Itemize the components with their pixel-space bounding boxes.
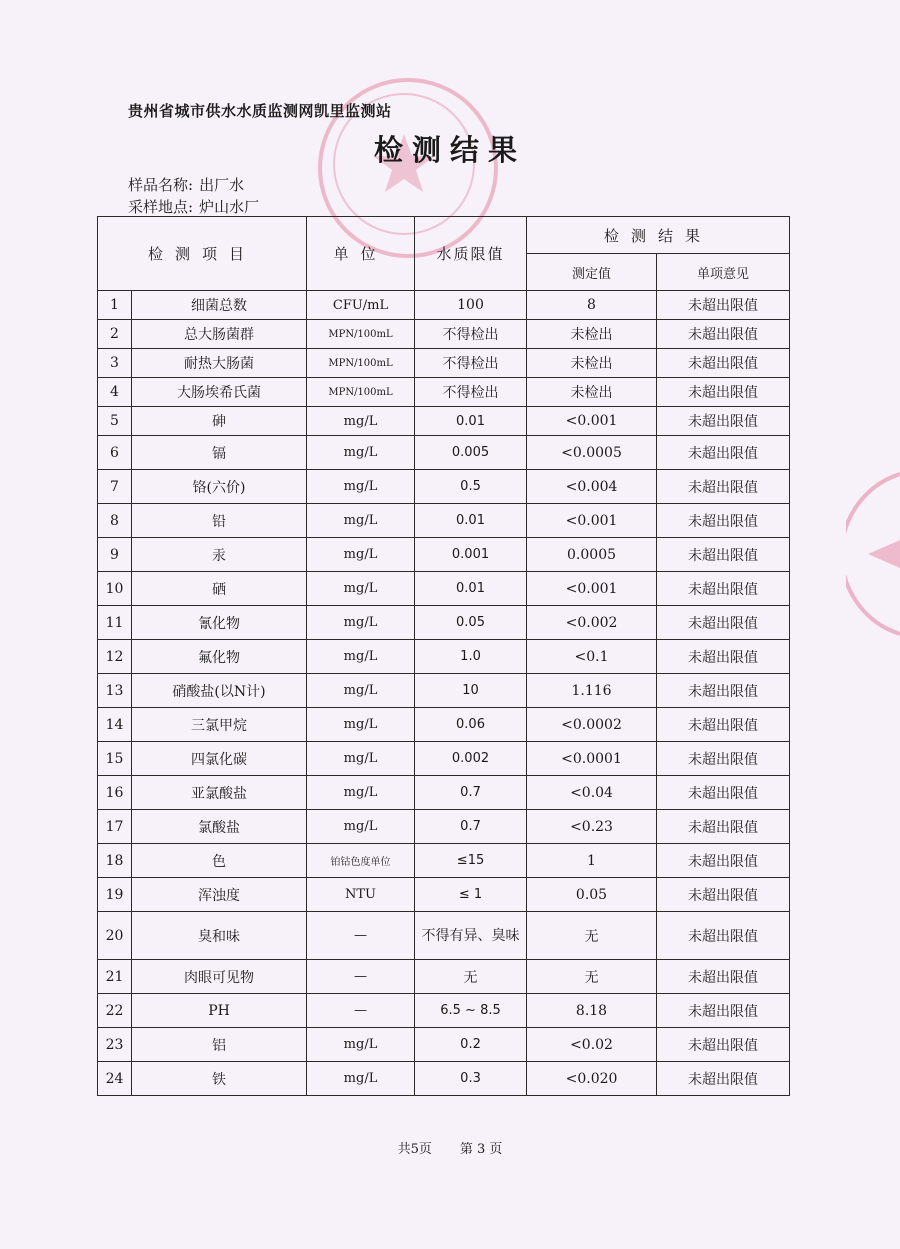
row-opinion: 未超出限值	[657, 436, 790, 470]
row-item: 硒	[132, 572, 307, 606]
page-footer	[0, 1138, 900, 1157]
row-unit: mg/L	[307, 504, 415, 538]
sample-name-value: 出厂水	[199, 176, 245, 194]
row-limit: 不得检出	[415, 320, 527, 349]
row-measured: <0.0002	[527, 708, 657, 742]
header-opinion: 单项意见	[657, 254, 790, 291]
row-unit: mg/L	[307, 538, 415, 572]
row-opinion: 未超出限值	[657, 994, 790, 1028]
table-row	[98, 538, 790, 572]
row-opinion: 未超出限值	[657, 572, 790, 606]
row-number: 14	[98, 708, 132, 742]
table-row	[98, 742, 790, 776]
row-item: 铬(六价)	[132, 470, 307, 504]
row-unit: mg/L	[307, 776, 415, 810]
table-row	[98, 912, 790, 960]
organization-name: 贵州省城市供水水质监测网凯里监测站	[128, 102, 392, 120]
row-measured: <0.002	[527, 606, 657, 640]
side-seal	[846, 470, 900, 638]
row-number: 22	[98, 994, 132, 1028]
table-row	[98, 640, 790, 674]
row-limit: 1.0	[415, 640, 527, 674]
row-limit: 0.01	[415, 504, 527, 538]
row-number: 3	[98, 349, 132, 378]
row-limit: 0.3	[415, 1062, 527, 1096]
row-item: 细菌总数	[132, 291, 307, 320]
row-limit: 0.06	[415, 708, 527, 742]
header-measured: 测定值	[527, 254, 657, 291]
row-limit: 0.7	[415, 810, 527, 844]
sample-name-line	[128, 174, 244, 195]
table-row	[98, 810, 790, 844]
table-row	[98, 470, 790, 504]
row-number: 10	[98, 572, 132, 606]
table-row	[98, 504, 790, 538]
row-item: 色	[132, 844, 307, 878]
row-number: 9	[98, 538, 132, 572]
total-pages: 共5页	[397, 1142, 432, 1157]
row-number: 11	[98, 606, 132, 640]
row-number: 19	[98, 878, 132, 912]
row-unit: CFU/mL	[307, 291, 415, 320]
row-item: PH	[132, 994, 307, 1028]
row-unit: mg/L	[307, 1062, 415, 1096]
table-row	[98, 320, 790, 349]
table-row	[98, 378, 790, 407]
row-item: 汞	[132, 538, 307, 572]
row-limit: 0.7	[415, 776, 527, 810]
row-limit: ≤15	[415, 844, 527, 878]
table-row	[98, 1028, 790, 1062]
row-opinion: 未超出限值	[657, 470, 790, 504]
row-measured: 0.05	[527, 878, 657, 912]
row-opinion: 未超出限值	[657, 1028, 790, 1062]
row-opinion: 未超出限值	[657, 776, 790, 810]
row-opinion: 未超出限值	[657, 378, 790, 407]
header-limit: 水质限值	[415, 217, 527, 291]
row-unit: mg/L	[307, 407, 415, 436]
row-limit: 0.05	[415, 606, 527, 640]
row-number: 23	[98, 1028, 132, 1062]
row-item: 硝酸盐(以N计)	[132, 674, 307, 708]
row-item: 大肠埃希氏菌	[132, 378, 307, 407]
table-row	[98, 349, 790, 378]
row-measured: 1	[527, 844, 657, 878]
row-limit: 0.005	[415, 436, 527, 470]
row-opinion: 未超出限值	[657, 606, 790, 640]
row-limit: 0.5	[415, 470, 527, 504]
row-measured: 未检出	[527, 320, 657, 349]
row-limit: 0.001	[415, 538, 527, 572]
row-opinion: 未超出限值	[657, 708, 790, 742]
row-measured: 无	[527, 960, 657, 994]
row-unit: —	[307, 960, 415, 994]
row-unit: mg/L	[307, 640, 415, 674]
row-measured: <0.020	[527, 1062, 657, 1096]
row-limit: 0.2	[415, 1028, 527, 1062]
row-measured: 无	[527, 912, 657, 960]
row-opinion: 未超出限值	[657, 640, 790, 674]
row-measured: <0.0001	[527, 742, 657, 776]
row-measured: <0.1	[527, 640, 657, 674]
row-opinion: 未超出限值	[657, 742, 790, 776]
row-measured: 8	[527, 291, 657, 320]
row-item: 铁	[132, 1062, 307, 1096]
row-measured: <0.001	[527, 504, 657, 538]
table-row	[98, 407, 790, 436]
row-opinion: 未超出限值	[657, 349, 790, 378]
sampling-location-line	[128, 196, 259, 217]
row-limit: ≤ 1	[415, 878, 527, 912]
table-row	[98, 960, 790, 994]
row-limit: 不得检出	[415, 349, 527, 378]
row-item: 铅	[132, 504, 307, 538]
results-table	[97, 216, 790, 1096]
row-item: 铝	[132, 1028, 307, 1062]
row-item: 氟化物	[132, 640, 307, 674]
row-limit: 0.01	[415, 407, 527, 436]
row-opinion: 未超出限值	[657, 291, 790, 320]
row-measured: <0.04	[527, 776, 657, 810]
row-unit: mg/L	[307, 810, 415, 844]
row-unit: —	[307, 912, 415, 960]
row-opinion: 未超出限值	[657, 878, 790, 912]
row-opinion: 未超出限值	[657, 1062, 790, 1096]
row-item: 砷	[132, 407, 307, 436]
row-limit: 不得有异、臭味	[415, 912, 527, 960]
row-opinion: 未超出限值	[657, 674, 790, 708]
row-item: 氰化物	[132, 606, 307, 640]
table-row	[98, 844, 790, 878]
row-measured: <0.004	[527, 470, 657, 504]
row-measured: 未检出	[527, 349, 657, 378]
row-unit: —	[307, 994, 415, 1028]
row-number: 17	[98, 810, 132, 844]
row-limit: 6.5 ~ 8.5	[415, 994, 527, 1028]
row-number: 20	[98, 912, 132, 960]
row-opinion: 未超出限值	[657, 912, 790, 960]
row-limit: 100	[415, 291, 527, 320]
table-row	[98, 708, 790, 742]
sampling-location-value: 炉山水厂	[199, 198, 260, 216]
row-unit: mg/L	[307, 674, 415, 708]
row-number: 1	[98, 291, 132, 320]
row-opinion: 未超出限值	[657, 960, 790, 994]
row-item: 耐热大肠菌	[132, 349, 307, 378]
row-unit: mg/L	[307, 606, 415, 640]
table-row	[98, 994, 790, 1028]
row-number: 12	[98, 640, 132, 674]
row-unit: NTU	[307, 878, 415, 912]
row-measured: <0.001	[527, 572, 657, 606]
row-opinion: 未超出限值	[657, 407, 790, 436]
row-measured: <0.23	[527, 810, 657, 844]
row-item: 镉	[132, 436, 307, 470]
row-number: 16	[98, 776, 132, 810]
header-results: 检测结果	[527, 217, 790, 254]
row-number: 8	[98, 504, 132, 538]
row-opinion: 未超出限值	[657, 320, 790, 349]
row-number: 2	[98, 320, 132, 349]
row-number: 5	[98, 407, 132, 436]
table-row	[98, 291, 790, 320]
row-opinion: 未超出限值	[657, 538, 790, 572]
row-limit: 无	[415, 960, 527, 994]
row-measured: 8.18	[527, 994, 657, 1028]
header-unit: 单位	[307, 217, 415, 291]
row-unit: MPN/100mL	[307, 349, 415, 378]
current-page: 第 3 页	[459, 1142, 503, 1157]
row-item: 氯酸盐	[132, 810, 307, 844]
table-row	[98, 674, 790, 708]
row-number: 15	[98, 742, 132, 776]
row-unit: mg/L	[307, 742, 415, 776]
sampling-location-label: 采样地点:	[128, 198, 194, 216]
table-row	[98, 776, 790, 810]
row-measured: <0.0005	[527, 436, 657, 470]
row-opinion: 未超出限值	[657, 844, 790, 878]
row-unit: mg/L	[307, 470, 415, 504]
row-limit: 不得检出	[415, 378, 527, 407]
row-item: 总大肠菌群	[132, 320, 307, 349]
row-measured: 0.0005	[527, 538, 657, 572]
row-item: 臭和味	[132, 912, 307, 960]
row-measured: <0.02	[527, 1028, 657, 1062]
row-unit: MPN/100mL	[307, 320, 415, 349]
table-row	[98, 1062, 790, 1096]
header-item: 检测项目	[98, 217, 307, 291]
row-number: 18	[98, 844, 132, 878]
row-measured: <0.001	[527, 407, 657, 436]
row-unit: mg/L	[307, 572, 415, 606]
page-title: 检测结果	[373, 133, 526, 167]
row-unit: 铂钴色度单位	[307, 844, 415, 878]
table-row	[98, 572, 790, 606]
table-row	[98, 606, 790, 640]
row-opinion: 未超出限值	[657, 810, 790, 844]
sample-name-label: 样品名称:	[128, 176, 194, 194]
row-number: 4	[98, 378, 132, 407]
row-limit: 0.002	[415, 742, 527, 776]
row-item: 亚氯酸盐	[132, 776, 307, 810]
row-unit: mg/L	[307, 436, 415, 470]
row-opinion: 未超出限值	[657, 504, 790, 538]
row-measured: 未检出	[527, 378, 657, 407]
row-unit: mg/L	[307, 708, 415, 742]
row-number: 24	[98, 1062, 132, 1096]
row-limit: 10	[415, 674, 527, 708]
row-item: 四氯化碳	[132, 742, 307, 776]
row-unit: MPN/100mL	[307, 378, 415, 407]
row-item: 浑浊度	[132, 878, 307, 912]
row-number: 6	[98, 436, 132, 470]
row-number: 7	[98, 470, 132, 504]
row-number: 13	[98, 674, 132, 708]
row-number: 21	[98, 960, 132, 994]
row-unit: mg/L	[307, 1028, 415, 1062]
row-limit: 0.01	[415, 572, 527, 606]
row-item: 肉眼可见物	[132, 960, 307, 994]
row-item: 三氯甲烷	[132, 708, 307, 742]
table-row	[98, 436, 790, 470]
table-row	[98, 878, 790, 912]
row-measured: 1.116	[527, 674, 657, 708]
